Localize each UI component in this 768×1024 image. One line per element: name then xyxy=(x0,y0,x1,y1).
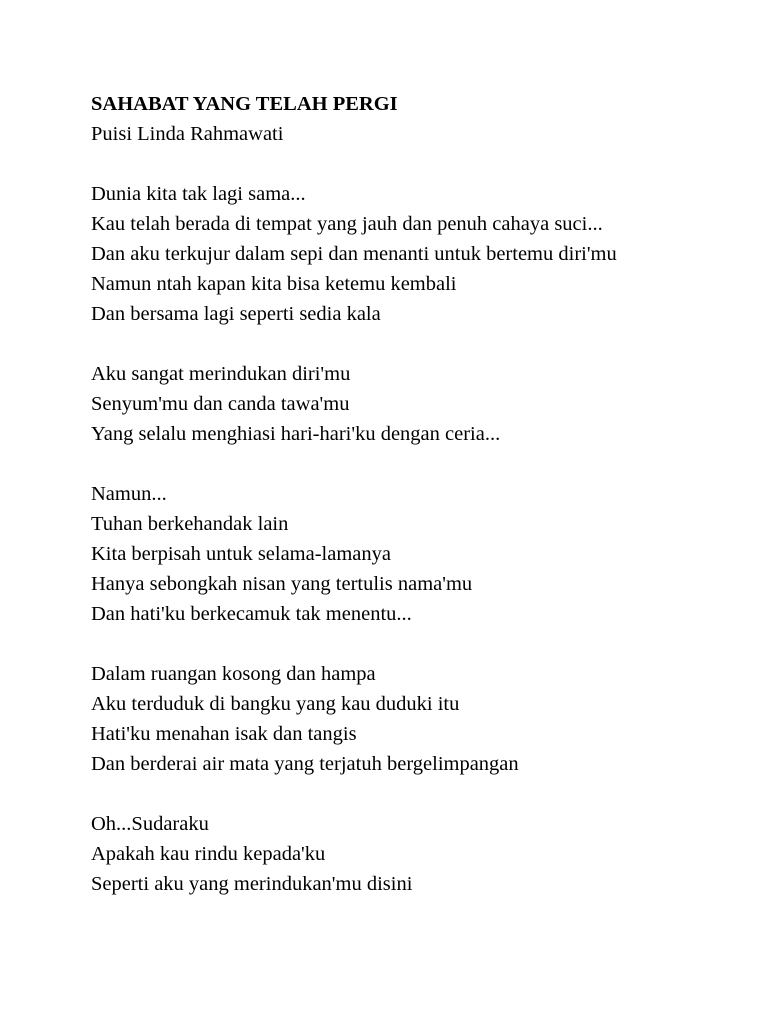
poem-line: Kita berpisah untuk selama-lamanya xyxy=(91,543,391,565)
stanza-gap xyxy=(91,629,731,659)
poem-line: Aku sangat merindukan diri'mu xyxy=(91,363,351,385)
stanza-gap xyxy=(91,449,731,479)
poem-title: SAHABAT YANG TELAH PERGI xyxy=(91,93,398,115)
stanza-3 xyxy=(91,479,731,629)
poem-line: Dan berderai air mata yang terjatuh bergelimpangan xyxy=(91,753,519,775)
poem-line: Kau telah berada di tempat yang jauh dan penuh cahaya suci... xyxy=(91,213,603,235)
poem-line: Tuhan berkehandak lain xyxy=(91,513,289,535)
poem-line: Senyum'mu dan canda tawa'mu xyxy=(91,393,350,415)
poem-line: Apakah kau rindu kepada'ku xyxy=(91,843,326,865)
poem-author: Puisi Linda Rahmawati xyxy=(91,123,284,145)
poem-line: Yang selalu menghiasi hari-hari'ku dengan ceria... xyxy=(91,423,501,445)
stanza-gap xyxy=(91,329,731,359)
poem-line: Seperti aku yang merindukan'mu disini xyxy=(91,873,413,895)
stanza-4 xyxy=(91,659,731,779)
poem-line: Dunia kita tak lagi sama... xyxy=(91,183,306,205)
stanza-1 xyxy=(91,179,731,329)
poem-line: Hanya sebongkah nisan yang tertulis nama'mu xyxy=(91,573,473,595)
poem-body xyxy=(91,89,731,899)
stanza-2 xyxy=(91,359,731,449)
stanza-5 xyxy=(91,809,731,899)
poem-line: Namun ntah kapan kita bisa ketemu kembali xyxy=(91,273,457,295)
poem-line: Dan aku terkujur dalam sepi dan menanti untuk bertemu diri'mu xyxy=(91,243,617,265)
stanza-gap xyxy=(91,149,731,179)
poem-line: Dan hati'ku berkecamuk tak menentu... xyxy=(91,603,412,625)
poem-line: Dalam ruangan kosong dan hampa xyxy=(91,663,376,685)
poem-line: Oh...Sudaraku xyxy=(91,813,209,835)
poem-line: Aku terduduk di bangku yang kau duduki itu xyxy=(91,693,460,715)
poem-line: Namun... xyxy=(91,483,167,505)
stanza-gap xyxy=(91,779,731,809)
poem-line: Dan bersama lagi seperti sedia kala xyxy=(91,303,381,325)
poem-line: Hati'ku menahan isak dan tangis xyxy=(91,723,357,745)
